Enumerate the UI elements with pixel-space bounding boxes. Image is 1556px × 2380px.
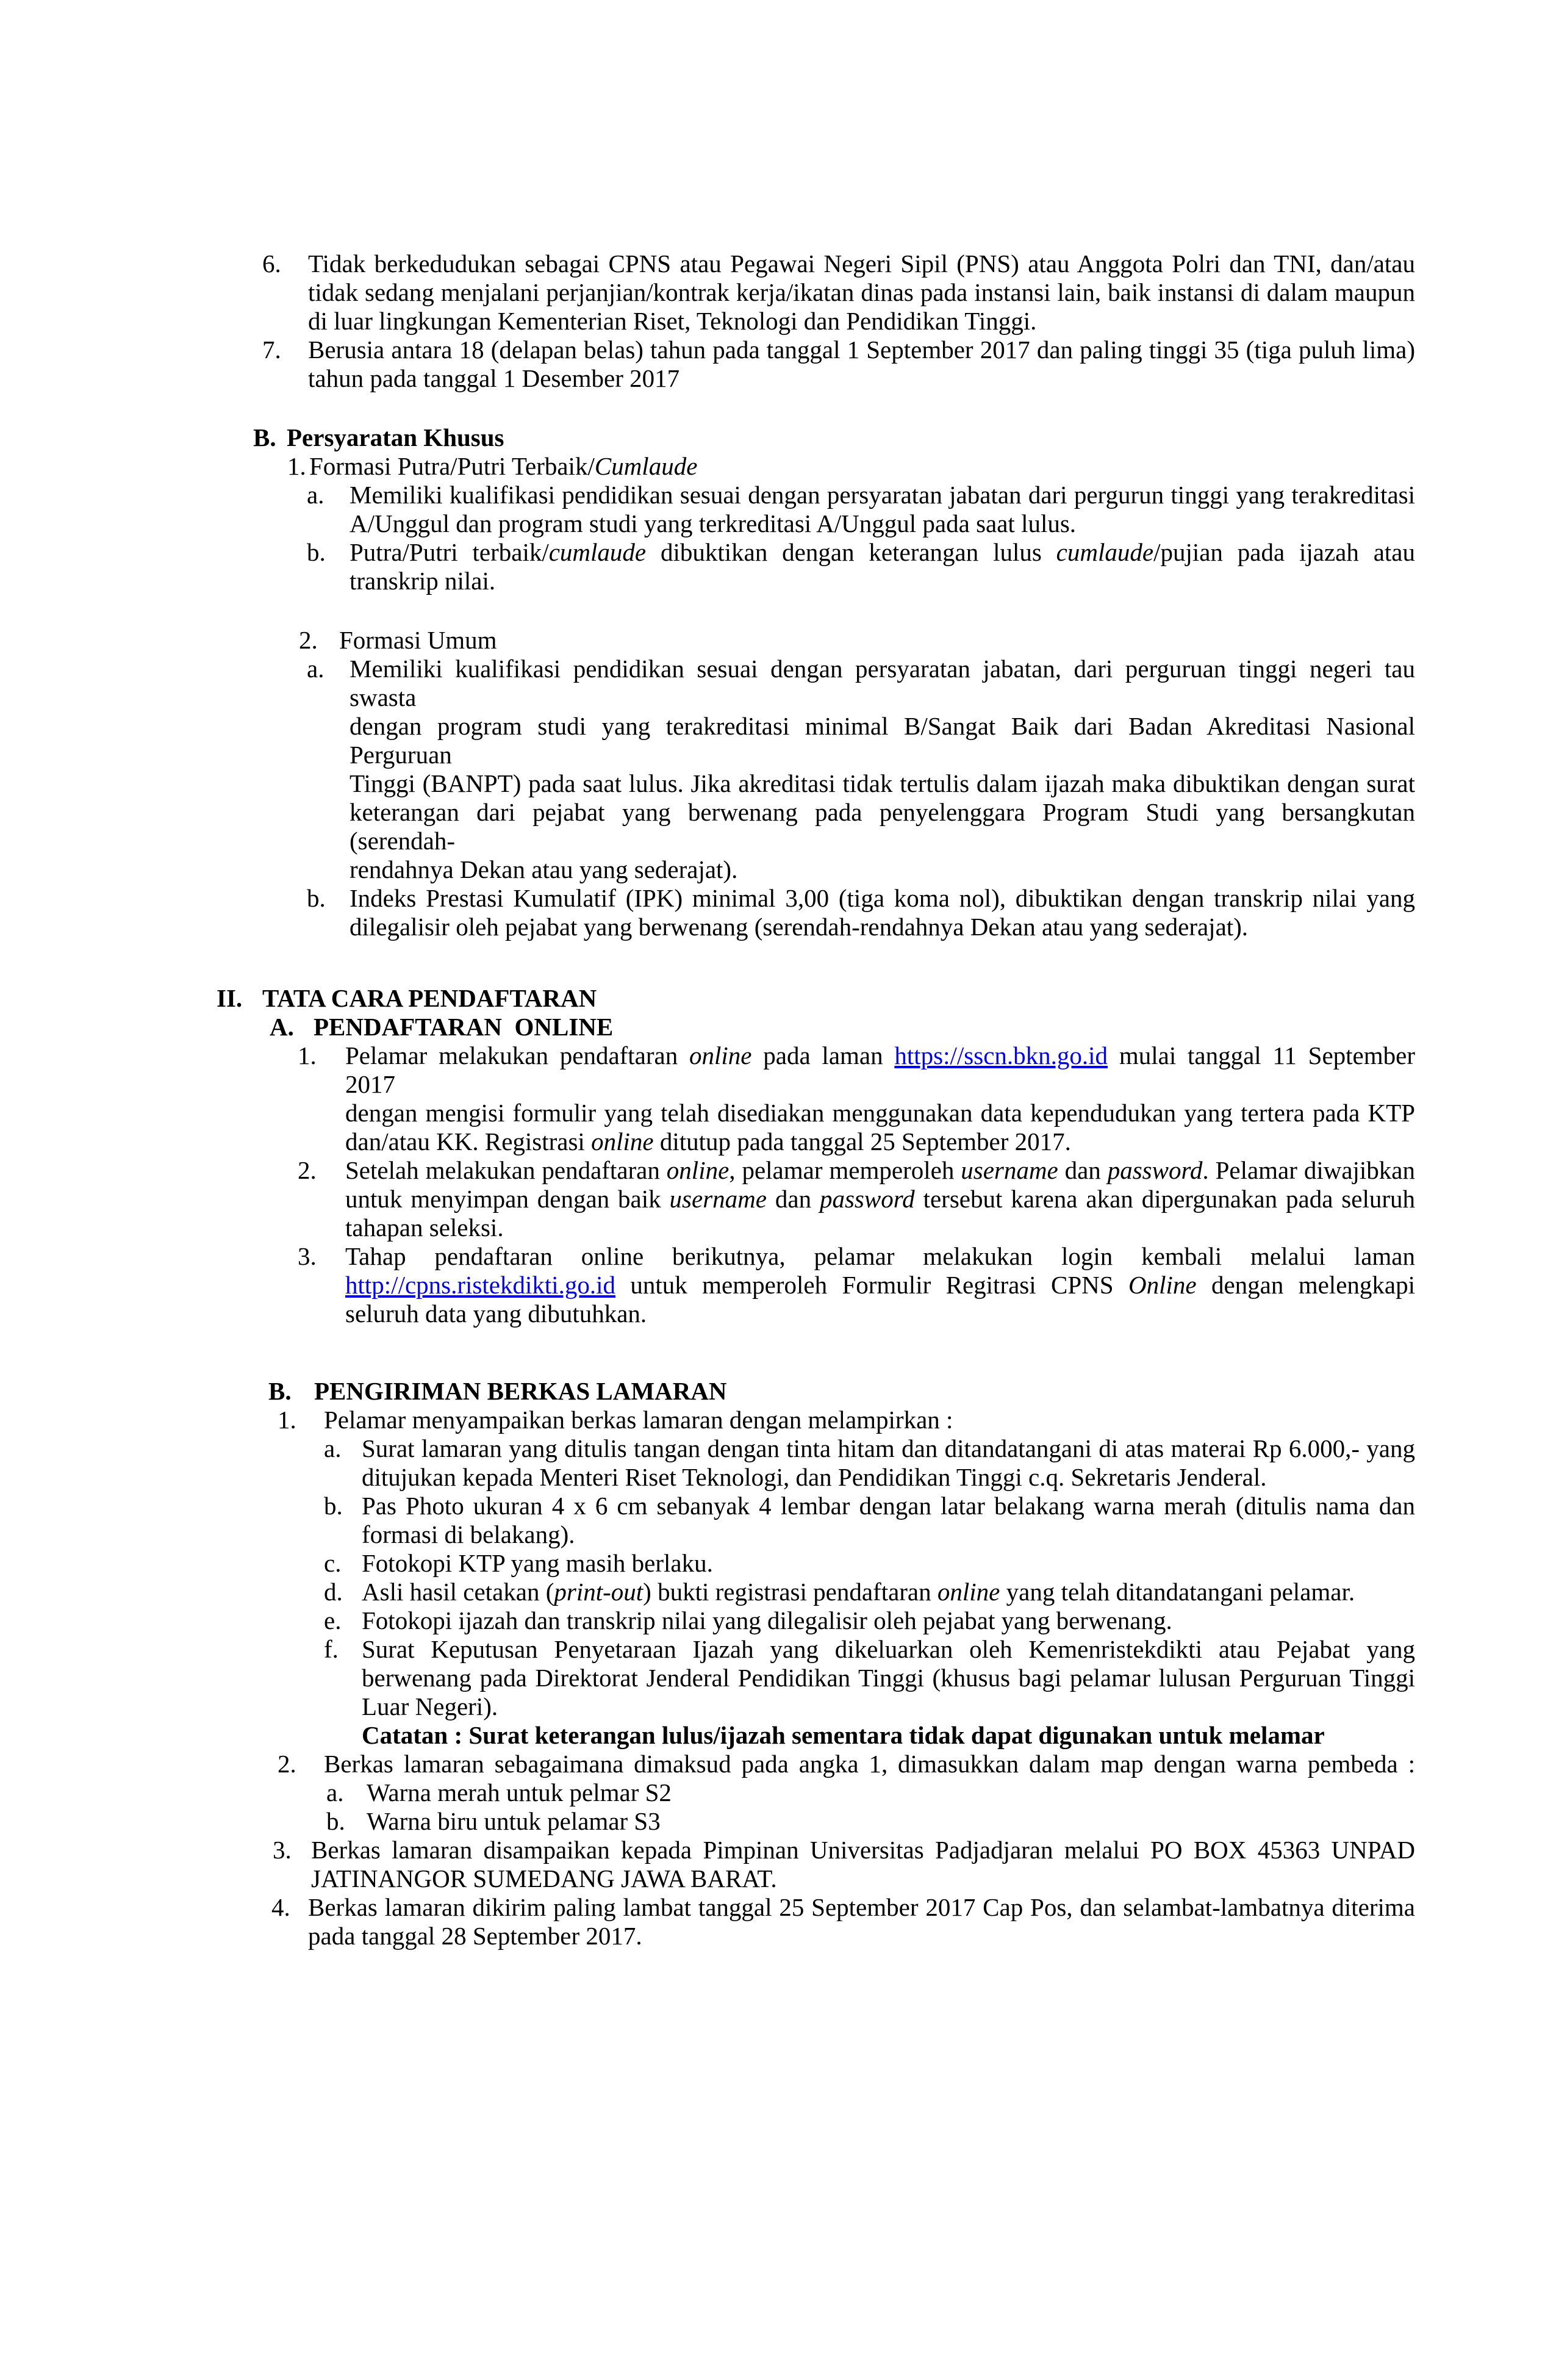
list-marker: 2. bbox=[299, 626, 318, 654]
text-line: keterangan dari pejabat yang berwenang pada penyelenggara Program Studi yang bersangkutan (serendah- bbox=[350, 798, 1415, 855]
heading-marker: B. bbox=[253, 423, 276, 451]
text-segment: , pelamar memperoleh bbox=[729, 1156, 961, 1184]
heading-pendaftaran-online bbox=[270, 1013, 1556, 1041]
text-line: tidak sedang menjalani perjanjian/kontrak kerja/ikatan dinas pada instansi lain, baik instansi di dalam maupun bbox=[308, 278, 1415, 306]
text-line: dengan program studi yang terakreditasi minimal B/Sangat Baik dari Badan Akreditasi Nasional Perguruan bbox=[350, 712, 1415, 769]
list-marker: 3. bbox=[273, 1836, 292, 1864]
list-item-a1 bbox=[298, 1041, 1416, 1156]
text-line: tahun pada tanggal 1 Desember 2017 bbox=[308, 364, 680, 392]
italic-text: username bbox=[961, 1156, 1058, 1184]
list-marker: a. bbox=[307, 481, 324, 509]
text-segment: dan bbox=[1058, 1156, 1108, 1184]
list-item-bb2a bbox=[326, 1778, 1415, 1807]
italic-text: print-out bbox=[554, 1578, 644, 1606]
list-marker: 2. bbox=[298, 1156, 317, 1184]
text-line: ditujukan kepada Menteri Riset Teknologi, dan Pendidikan Tinggi c.q. Sekretaris Jenderal. bbox=[362, 1463, 1267, 1491]
text-line: berwenang pada Direktorat Jenderal Pendidikan Tinggi (khusus bagi pelamar lulusan Perguruan Tinggi bbox=[362, 1664, 1415, 1692]
italic-text: password bbox=[819, 1185, 915, 1213]
list-marker: a. bbox=[307, 655, 324, 683]
text-line bbox=[345, 1041, 1415, 1099]
text-line: Surat lamaran yang ditulis tangan dengan tinta hitam dan ditandatangani di atas materai Rp 6.000,- yang bbox=[362, 1434, 1415, 1462]
list-item-7 bbox=[262, 336, 1415, 393]
text-line bbox=[345, 1156, 1415, 1185]
list-marker: d. bbox=[324, 1578, 343, 1606]
list-item-bb4 bbox=[271, 1893, 1415, 1950]
heading-text: TATA CARA PENDAFTARAN bbox=[262, 984, 597, 1012]
text-segment: Putra/Putri terbaik/ bbox=[350, 538, 549, 566]
text-line: pada tanggal 28 September 2017. bbox=[308, 1922, 642, 1950]
text-line bbox=[345, 1127, 1415, 1156]
heading-text: PENDAFTARAN ONLINE bbox=[314, 1013, 614, 1041]
text-segment: Setelah melakukan pendaftaran bbox=[345, 1156, 667, 1184]
text-line: JATINANGOR SUMEDANG JAWA BARAT. bbox=[311, 1864, 777, 1893]
text-line: Berkas lamaran dikirim paling lambat tanggal 25 September 2017 Cap Pos, dan selambat-lambatnya diterima bbox=[308, 1893, 1415, 1921]
link-cpns-ristekdikti[interactable]: http://cpns.ristekdikti.go.id bbox=[345, 1271, 616, 1299]
list-item-b1a bbox=[307, 481, 1415, 538]
text-line: tahapan seleksi. bbox=[345, 1213, 504, 1242]
list-item-bb1d bbox=[324, 1578, 1415, 1606]
text-line: transkrip nilai. bbox=[350, 567, 496, 595]
list-marker: b. bbox=[307, 538, 326, 566]
list-marker: a. bbox=[326, 1778, 344, 1807]
text-line: Indeks Prestasi Kumulatif (IPK) minimal 3,00 (tiga koma nol), dibuktikan dengan transkrip nilai yang bbox=[350, 884, 1415, 912]
text-segment: ) bukti registrasi pendaftaran bbox=[643, 1578, 938, 1606]
list-marker: 1. bbox=[287, 452, 306, 480]
text-line bbox=[345, 1185, 1415, 1213]
text-line: Tidak berkedudukan sebagai CPNS atau Pegawai Negeri Sipil (PNS) atau Anggota Polri dan TNI, dan/atau bbox=[308, 250, 1415, 278]
text-line: seluruh data yang dibutuhkan. bbox=[345, 1300, 647, 1328]
list-item-bb3 bbox=[273, 1836, 1415, 1893]
text-segment: Pelamar melakukan pendaftaran bbox=[345, 1041, 690, 1070]
text-line: Berkas lamaran disampaikan kepada Pimpinan Universitas Padjadjaran melalui PO BOX 45363 UNPAD bbox=[311, 1836, 1415, 1864]
list-item-bb2 bbox=[278, 1750, 1415, 1778]
list-item-bb1f bbox=[324, 1635, 1415, 1721]
text-line: Pelamar menyampaikan berkas lamaran dengan melampirkan : bbox=[324, 1406, 953, 1434]
text-segment: . Pelamar diwajibkan bbox=[1202, 1156, 1415, 1184]
list-item-bb1c bbox=[324, 1549, 1415, 1578]
list-marker: 1. bbox=[298, 1041, 317, 1070]
text-line: Surat Keputusan Penyetaraan Ijazah yang dikeluarkan oleh Kemenristekdikti atau Pejabat yang bbox=[362, 1635, 1415, 1663]
text-line: Fotokopi ijazah dan transkrip nilai yang dilegalisir oleh pejabat yang berwenang. bbox=[362, 1606, 1172, 1634]
list-marker: e. bbox=[324, 1606, 342, 1634]
italic-text: Online bbox=[1128, 1271, 1197, 1299]
text-segment: untuk memperoleh Formulir Regitrasi CPNS bbox=[615, 1271, 1128, 1299]
list-marker: 7. bbox=[262, 336, 281, 364]
text-line: rendahnya Dekan atau yang sederajat). bbox=[350, 855, 738, 883]
heading-pengiriman-berkas-lamaran bbox=[268, 1377, 1556, 1406]
text-segment: tersebut karena akan dipergunakan pada seluruh bbox=[914, 1185, 1415, 1213]
text-line: Formasi Umum bbox=[339, 626, 497, 654]
list-item-b2a bbox=[307, 655, 1415, 884]
list-item-b2 bbox=[299, 626, 1556, 655]
text-line bbox=[350, 538, 1415, 567]
text-line: dengan mengisi formulir yang telah disediakan menggunakan data kependudukan yang tertera pada KTP bbox=[345, 1099, 1415, 1127]
text-line: formasi di belakang). bbox=[362, 1520, 575, 1548]
list-item-bb1e bbox=[324, 1606, 1415, 1635]
italic-text: online bbox=[937, 1578, 1000, 1606]
list-marker: a. bbox=[324, 1434, 342, 1462]
italic-text: password bbox=[1107, 1156, 1203, 1184]
list-item-a2 bbox=[298, 1156, 1415, 1242]
heading-persyaratan-khusus bbox=[253, 423, 1556, 452]
text-line: Fotokopi KTP yang masih berlaku. bbox=[362, 1549, 713, 1577]
list-marker: 2. bbox=[278, 1750, 296, 1778]
text-line: di luar lingkungan Kementerian Riset, Teknologi dan Pendidikan Tinggi. bbox=[308, 307, 1037, 335]
heading-marker: II. bbox=[217, 984, 243, 1012]
list-marker: c. bbox=[324, 1549, 342, 1577]
list-marker: b. bbox=[324, 1492, 343, 1520]
text-line: Warna merah untuk pelmar S2 bbox=[367, 1778, 672, 1807]
text-line: dilegalisir oleh pejabat yang berwenang (serendah-rendahnya Dekan atau yang sederajat). bbox=[350, 913, 1249, 941]
list-marker: 4. bbox=[271, 1893, 290, 1921]
text-line: Memiliki kualifikasi pendidikan sesuai dengan persyaratan jabatan dari pergurun tinggi yang terakreditasi bbox=[350, 481, 1415, 509]
text-segment: mulai tanggal 11 September 2017 bbox=[345, 1041, 1416, 1098]
text-segment: untuk menyimpan dengan baik bbox=[345, 1185, 670, 1213]
list-item-bb1a bbox=[324, 1434, 1415, 1492]
italic-text: online bbox=[591, 1127, 654, 1156]
text-line: Memiliki kualifikasi pendidikan sesuai dengan persyaratan jabatan, dari perguruan tinggi negeri tau swasta bbox=[350, 655, 1415, 711]
italic-text: username bbox=[669, 1185, 767, 1213]
text-segment: dibuktikan dengan keterangan lulus bbox=[646, 538, 1056, 566]
text-segment: dengan melengkapi bbox=[1196, 1271, 1415, 1299]
text-segment: Formasi Putra/Putri Terbaik/ bbox=[309, 452, 595, 480]
note-text: Catatan : Surat keterangan lulus/ijazah sementara tidak dapat digunakan untuk melamar bbox=[362, 1721, 1325, 1749]
text-line: Pas Photo ukuran 4 x 6 cm sebanyak 4 lembar dengan latar belakang warna merah (ditulis nama dan bbox=[362, 1492, 1415, 1520]
text-line: Tahap pendaftaran online berikutnya, pelamar melakukan login kembali melalui laman bbox=[345, 1242, 1415, 1270]
heading-marker: B. bbox=[268, 1377, 292, 1405]
text-segment: dan bbox=[766, 1185, 820, 1213]
italic-text: Cumlaude bbox=[594, 452, 698, 480]
note-catatan bbox=[362, 1721, 1415, 1750]
list-item-b2b bbox=[307, 884, 1415, 941]
text-segment: dan/atau KK. Registrasi bbox=[345, 1127, 592, 1156]
heading-tata-cara-pendaftaran bbox=[217, 984, 1556, 1013]
text-line bbox=[345, 1271, 1415, 1300]
link-sscn-bkn[interactable]: https://sscn.bkn.go.id bbox=[894, 1041, 1108, 1070]
text-line: Berusia antara 18 (delapan belas) tahun pada tanggal 1 September 2017 dan paling tinggi 35 (tiga puluh lima) bbox=[308, 336, 1415, 364]
list-marker: 6. bbox=[262, 250, 281, 278]
text-line bbox=[309, 452, 1556, 481]
list-item-a3 bbox=[298, 1242, 1415, 1328]
list-item-bb1 bbox=[278, 1406, 1415, 1434]
text-segment: yang telah ditandatangani pelamar. bbox=[1000, 1578, 1355, 1606]
text-line: Tinggi (BANPT) pada saat lulus. Jika akreditasi tidak tertulis dalam ijazah maka dibuktikan dengan surat bbox=[350, 769, 1415, 797]
text-line: A/Unggul dan program studi yang terkreditasi A/Unggul pada saat lulus. bbox=[350, 509, 1077, 537]
text-line: Warna biru untuk pelamar S3 bbox=[367, 1807, 661, 1835]
text-segment: Asli hasil cetakan ( bbox=[362, 1578, 554, 1606]
heading-text: PENGIRIMAN BERKAS LAMARAN bbox=[314, 1377, 727, 1405]
italic-text: online bbox=[689, 1041, 752, 1070]
list-item-bb2b bbox=[326, 1807, 1415, 1836]
italic-text: cumlaude bbox=[548, 538, 647, 566]
list-marker: 3. bbox=[298, 1242, 317, 1270]
text-line: Berkas lamaran sebagaimana dimaksud pada angka 1, dimasukkan dalam map dengan warna pembeda : bbox=[324, 1750, 1415, 1778]
text-segment: pada laman bbox=[751, 1041, 895, 1070]
italic-text: cumlaude bbox=[1056, 538, 1154, 566]
list-item-b1b bbox=[307, 538, 1415, 595]
list-marker: b. bbox=[326, 1807, 345, 1835]
text-segment: /pujian pada ijazah atau bbox=[1153, 538, 1415, 566]
text-segment: ditutup pada tanggal 25 September 2017. bbox=[653, 1127, 1071, 1156]
list-marker: b. bbox=[307, 884, 326, 912]
heading-marker: A. bbox=[270, 1013, 294, 1041]
text-line: Luar Negeri). bbox=[362, 1692, 498, 1720]
italic-text: online bbox=[666, 1156, 730, 1184]
text-line bbox=[362, 1578, 1415, 1606]
list-item-b1 bbox=[287, 452, 1556, 481]
heading-text: Persyaratan Khusus bbox=[287, 423, 504, 451]
list-marker: 1. bbox=[278, 1406, 296, 1434]
list-marker: f. bbox=[324, 1635, 339, 1663]
list-item-bb1b bbox=[324, 1492, 1415, 1549]
list-item-6 bbox=[262, 250, 1415, 336]
